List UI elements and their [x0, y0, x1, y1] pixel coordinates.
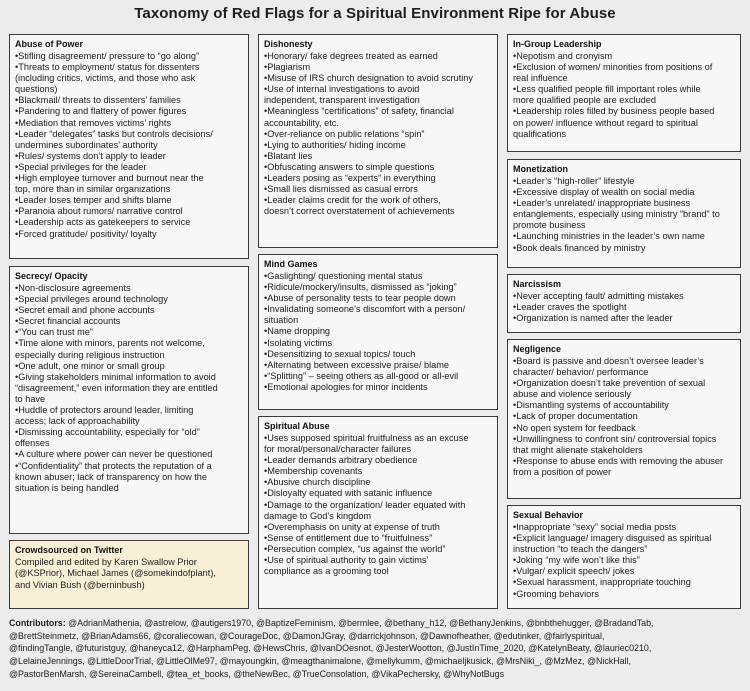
- list-item: •Plagiarism: [264, 62, 311, 73]
- item-list: [513, 51, 736, 140]
- list-item: •Leader’s unrelated/ inappropriate business entanglements, especially using ministry “brand” to promote business: [513, 198, 720, 231]
- list-item: •Stifling disagreement/ pressure to “go along”: [15, 51, 200, 61]
- credits-text: Compiled and edited by Karen Swallow Prior (@KSPrior), Michael James (@somekindofplant), and Vivian Bush (@berninbush): [15, 557, 216, 590]
- contributors-label: Contributors:: [9, 618, 66, 628]
- list-item: •Secret financial accounts: [15, 316, 121, 327]
- list-item: •Joking “my wife won’t like this”: [513, 555, 640, 566]
- list-item: •Alternating between excessive praise/ blame: [264, 359, 450, 370]
- list-item: •Overemphasis on unity at expense of truth: [264, 521, 440, 532]
- list-item: •Excessive display of wealth on social media: [513, 187, 695, 198]
- section-monetization: [507, 159, 741, 268]
- list-item: •Leader “delegates” tasks but controls decisions/ undermines subordinates’ authority: [15, 128, 213, 150]
- list-item: •Giving stakeholders minimal information to avoid “disagreement,” even information they are entitled to have: [15, 371, 218, 404]
- item-list: [264, 433, 493, 577]
- section-heading: Dishonesty: [264, 39, 313, 49]
- section-heading: Secrecy/ Opacity: [15, 271, 88, 281]
- list-item: •Name dropping: [264, 326, 331, 337]
- list-item: •High employee turnover and burnout near the top, more than in similar organizations: [15, 173, 204, 195]
- list-item: •Organization is named after the leader: [513, 313, 673, 324]
- section-narcissism: [507, 274, 741, 333]
- list-item: •Disloyalty equated with satanic influence: [264, 488, 433, 499]
- list-item: •Abuse of personality tests to tear people down: [264, 293, 456, 304]
- list-item: •Time alone with minors, parents not welcome, especially during religious instruction: [15, 338, 205, 360]
- list-item: •Lying to authorities/ hiding income: [264, 139, 406, 150]
- list-item: •Sexual harassment, inappropriate touching: [513, 577, 691, 588]
- list-item: •“Confidentiality” that protects the reputation of a known abuser; lack of transparency on how the situation is being handled: [15, 460, 212, 493]
- list-item: •Nepotism and cronyism: [513, 51, 613, 61]
- item-list: [513, 176, 736, 254]
- list-item: •Pandering to and flattery of power figures: [15, 106, 187, 117]
- section-heading: Spiritual Abuse: [264, 421, 330, 431]
- list-item: •Leader’s “high-roller” lifestyle: [513, 176, 635, 186]
- item-list: [15, 51, 244, 240]
- section-heading: Narcissism: [513, 279, 562, 289]
- list-item: •Leader craves the spotlight: [513, 302, 627, 313]
- list-item: •Board is passive and doesn’t oversee leader’s character/ behavior/ performance: [513, 356, 704, 378]
- list-item: •Non-disclosure agreements: [15, 283, 131, 293]
- list-item: •Vulgar/ explicit speech/ jokes: [513, 566, 635, 577]
- section-heading: Mind Games: [264, 259, 318, 269]
- section-heading: Monetization: [513, 164, 568, 174]
- section-heading: Abuse of Power: [15, 39, 84, 49]
- contributors-list: @AdrianMathenia, @astrelow, @autigers1970, @BaptizeFeminism, @bermlee, @bethany_h12, @BethanyJenkins, @bnbthehugger, @BradandTab, @BrettSteinmetz, @BrianAdams66, @coraliecowan, @CourageDoc, @DamonJGray, @darrickjohnson, @Dawnofheather, @edutinker, @fairlyspiritual, @findingTangle, @futuristguy, @haneyca12, @HarphamPeg, @HewsChris, @IvanDOesnot, @JesterWootton, @JustInTime_2020, @KatelynBeaty, @lauriec0210, @LelaineJennings, @LittleDoorTrial, @LittleOlMe97, @mayoungkin, @meagthanimalone, @mellykumm, @michaeljkusick, @MrsNiki_, @MzMez, @NickHall, @PastorBenMarsh, @SereinaCambell, @tea_et_books, @theNewBec, @TrueConsolation, @VikaPechersky, @WhyNotBugs: [9, 618, 654, 679]
- list-item: •Special privileges around technology: [15, 294, 168, 305]
- list-item: •A culture where power can never be questioned: [15, 449, 213, 460]
- list-item: •Isolating victims: [264, 337, 333, 348]
- list-item: •Blackmail/ threats to dissenters’ families: [15, 95, 181, 106]
- list-item: •Huddle of protectors around leader, limiting access; lack of approachability: [15, 405, 194, 427]
- list-item: •Response to abuse ends with removing the abuser from a position of power: [513, 455, 724, 477]
- list-item: •Leader demands arbitrary obedience: [264, 455, 418, 466]
- list-item: •Mediation that removes victims’ rights: [15, 117, 172, 128]
- section-heading: Negligence: [513, 344, 562, 354]
- list-item: •Inappropriate “sexy” social media posts: [513, 522, 677, 532]
- section-heading: Crowdsourced on Twitter: [15, 545, 123, 555]
- list-item: •Small lies dismissed as casual errors: [264, 184, 418, 195]
- section-dishonesty: [258, 34, 498, 248]
- list-item: •Never accepting fault/ admitting mistakes: [513, 291, 684, 301]
- list-item: •One adult, one minor or small group: [15, 360, 165, 371]
- list-item: •Meaningless “certifications” of safety, financial accountability, etc.: [264, 106, 454, 128]
- list-item: •Persecution complex, “us against the world”: [264, 543, 446, 554]
- item-list: [264, 271, 493, 393]
- list-item: •Book deals financed by ministry: [513, 242, 646, 253]
- list-item: •Threats to employment/ status for dissenters (including critics, victims, and those who ask questions): [15, 62, 200, 95]
- list-item: •Use of internal investigations to avoid independent, transparent investigation: [264, 84, 420, 106]
- list-item: •Abusive church discipline: [264, 477, 371, 488]
- list-item: •Uses supposed spiritual fruitfulness as an excuse for moral/personal/character failures: [264, 433, 469, 455]
- section-crowdsourced: [9, 540, 249, 609]
- list-item: •Dismissing accountability, especially for “old” offenses: [15, 427, 200, 449]
- list-item: •Launching ministries in the leader’s own name: [513, 231, 705, 242]
- list-item: •Emotional apologies for minor incidents: [264, 381, 428, 392]
- list-item: •Secret email and phone accounts: [15, 305, 155, 316]
- list-item: •Over-reliance on public relations “spin”: [264, 128, 425, 139]
- item-list: [513, 522, 736, 600]
- list-item: •Rules/ systems don’t apply to leader: [15, 150, 166, 161]
- list-item: •Paranoia about rumors/ narrative control: [15, 206, 183, 217]
- list-item: •Honorary/ fake degrees treated as earned: [264, 51, 438, 61]
- list-item: •Damage to the organization/ leader equated with damage to God’s kingdom: [264, 499, 466, 521]
- list-item: •Exclusion of women/ minorities from positions of real influence: [513, 62, 713, 84]
- list-item: •No open system for feedback: [513, 422, 636, 433]
- list-item: •Desensitizing to sexual topics/ touch: [264, 348, 416, 359]
- list-item: •Lack of proper documentation: [513, 411, 638, 422]
- item-list: [513, 291, 736, 324]
- list-item: •Dismantling systems of accountability: [513, 400, 669, 411]
- list-item: •Organization doesn’t take prevention of sexual abuse and violence seriously: [513, 378, 706, 400]
- list-item: •“Splitting” – seeing others as all-good or all-evil: [264, 370, 459, 381]
- section-secrecy-opacity: [9, 266, 249, 534]
- item-list: [513, 356, 736, 478]
- list-item: •Unwillingness to confront sin/ controversial topics that might alienate stakeholders: [513, 433, 717, 455]
- list-item: •Special privileges for the leader: [15, 161, 147, 172]
- list-item: •Less qualified people fill important roles while more qualified people are excluded: [513, 84, 701, 106]
- list-item: •Forced gratitude/ positivity/ loyalty: [15, 228, 157, 239]
- contributors: [9, 617, 739, 681]
- list-item: •Invalidating someone’s discomfort with a person/ situation: [264, 304, 466, 326]
- section-sexual-behavior: [507, 505, 741, 609]
- list-item: •Leaders posing as “experts” in everything: [264, 173, 436, 184]
- list-item: •Blatant lies: [264, 150, 313, 161]
- section-spiritual-abuse: [258, 416, 498, 609]
- section-abuse-of-power: [9, 34, 249, 259]
- item-list: [264, 51, 493, 217]
- list-item: •Sense of entitlement due to “fruitfulness”: [264, 532, 433, 543]
- item-list: [15, 283, 244, 494]
- list-item: •Obfuscating answers to simple questions: [264, 161, 435, 172]
- list-item: •Use of spiritual authority to gain victims’ compliance as a grooming tool: [264, 555, 429, 577]
- section-heading: Sexual Behavior: [513, 510, 584, 520]
- list-item: •Explicit language/ imagery disguised as spiritual instruction “to teach the dangers”: [513, 533, 712, 555]
- list-item: •Gaslighting/ questioning mental status: [264, 271, 423, 281]
- list-item: •Ridicule/mockery/insults, dismissed as “joking”: [264, 282, 457, 293]
- list-item: •Leader claims credit for the work of others, doesn’t correct overstatement of achievements: [264, 195, 455, 217]
- section-mind-games: [258, 254, 498, 410]
- list-item: •Misuse of IRS church designation to avoid scrutiny: [264, 73, 474, 84]
- page-title: Taxonomy of Red Flags for a Spiritual Environment Ripe for Abuse: [134, 5, 616, 22]
- list-item: •Leader loses temper and shifts blame: [15, 195, 172, 206]
- list-item: •Leadership acts as gatekeepers to service: [15, 217, 191, 228]
- section-negligence: [507, 339, 741, 499]
- section-heading: In-Group Leadership: [513, 39, 602, 49]
- list-item: •Leadership roles filled by business people based on power/ influence without regard to spiritual qualifications: [513, 106, 715, 139]
- section-in-group-leadership: [507, 34, 741, 152]
- list-item: •“You can trust me”: [15, 327, 93, 338]
- list-item: •Membership covenants: [264, 466, 363, 477]
- list-item: •Grooming behaviors: [513, 588, 599, 599]
